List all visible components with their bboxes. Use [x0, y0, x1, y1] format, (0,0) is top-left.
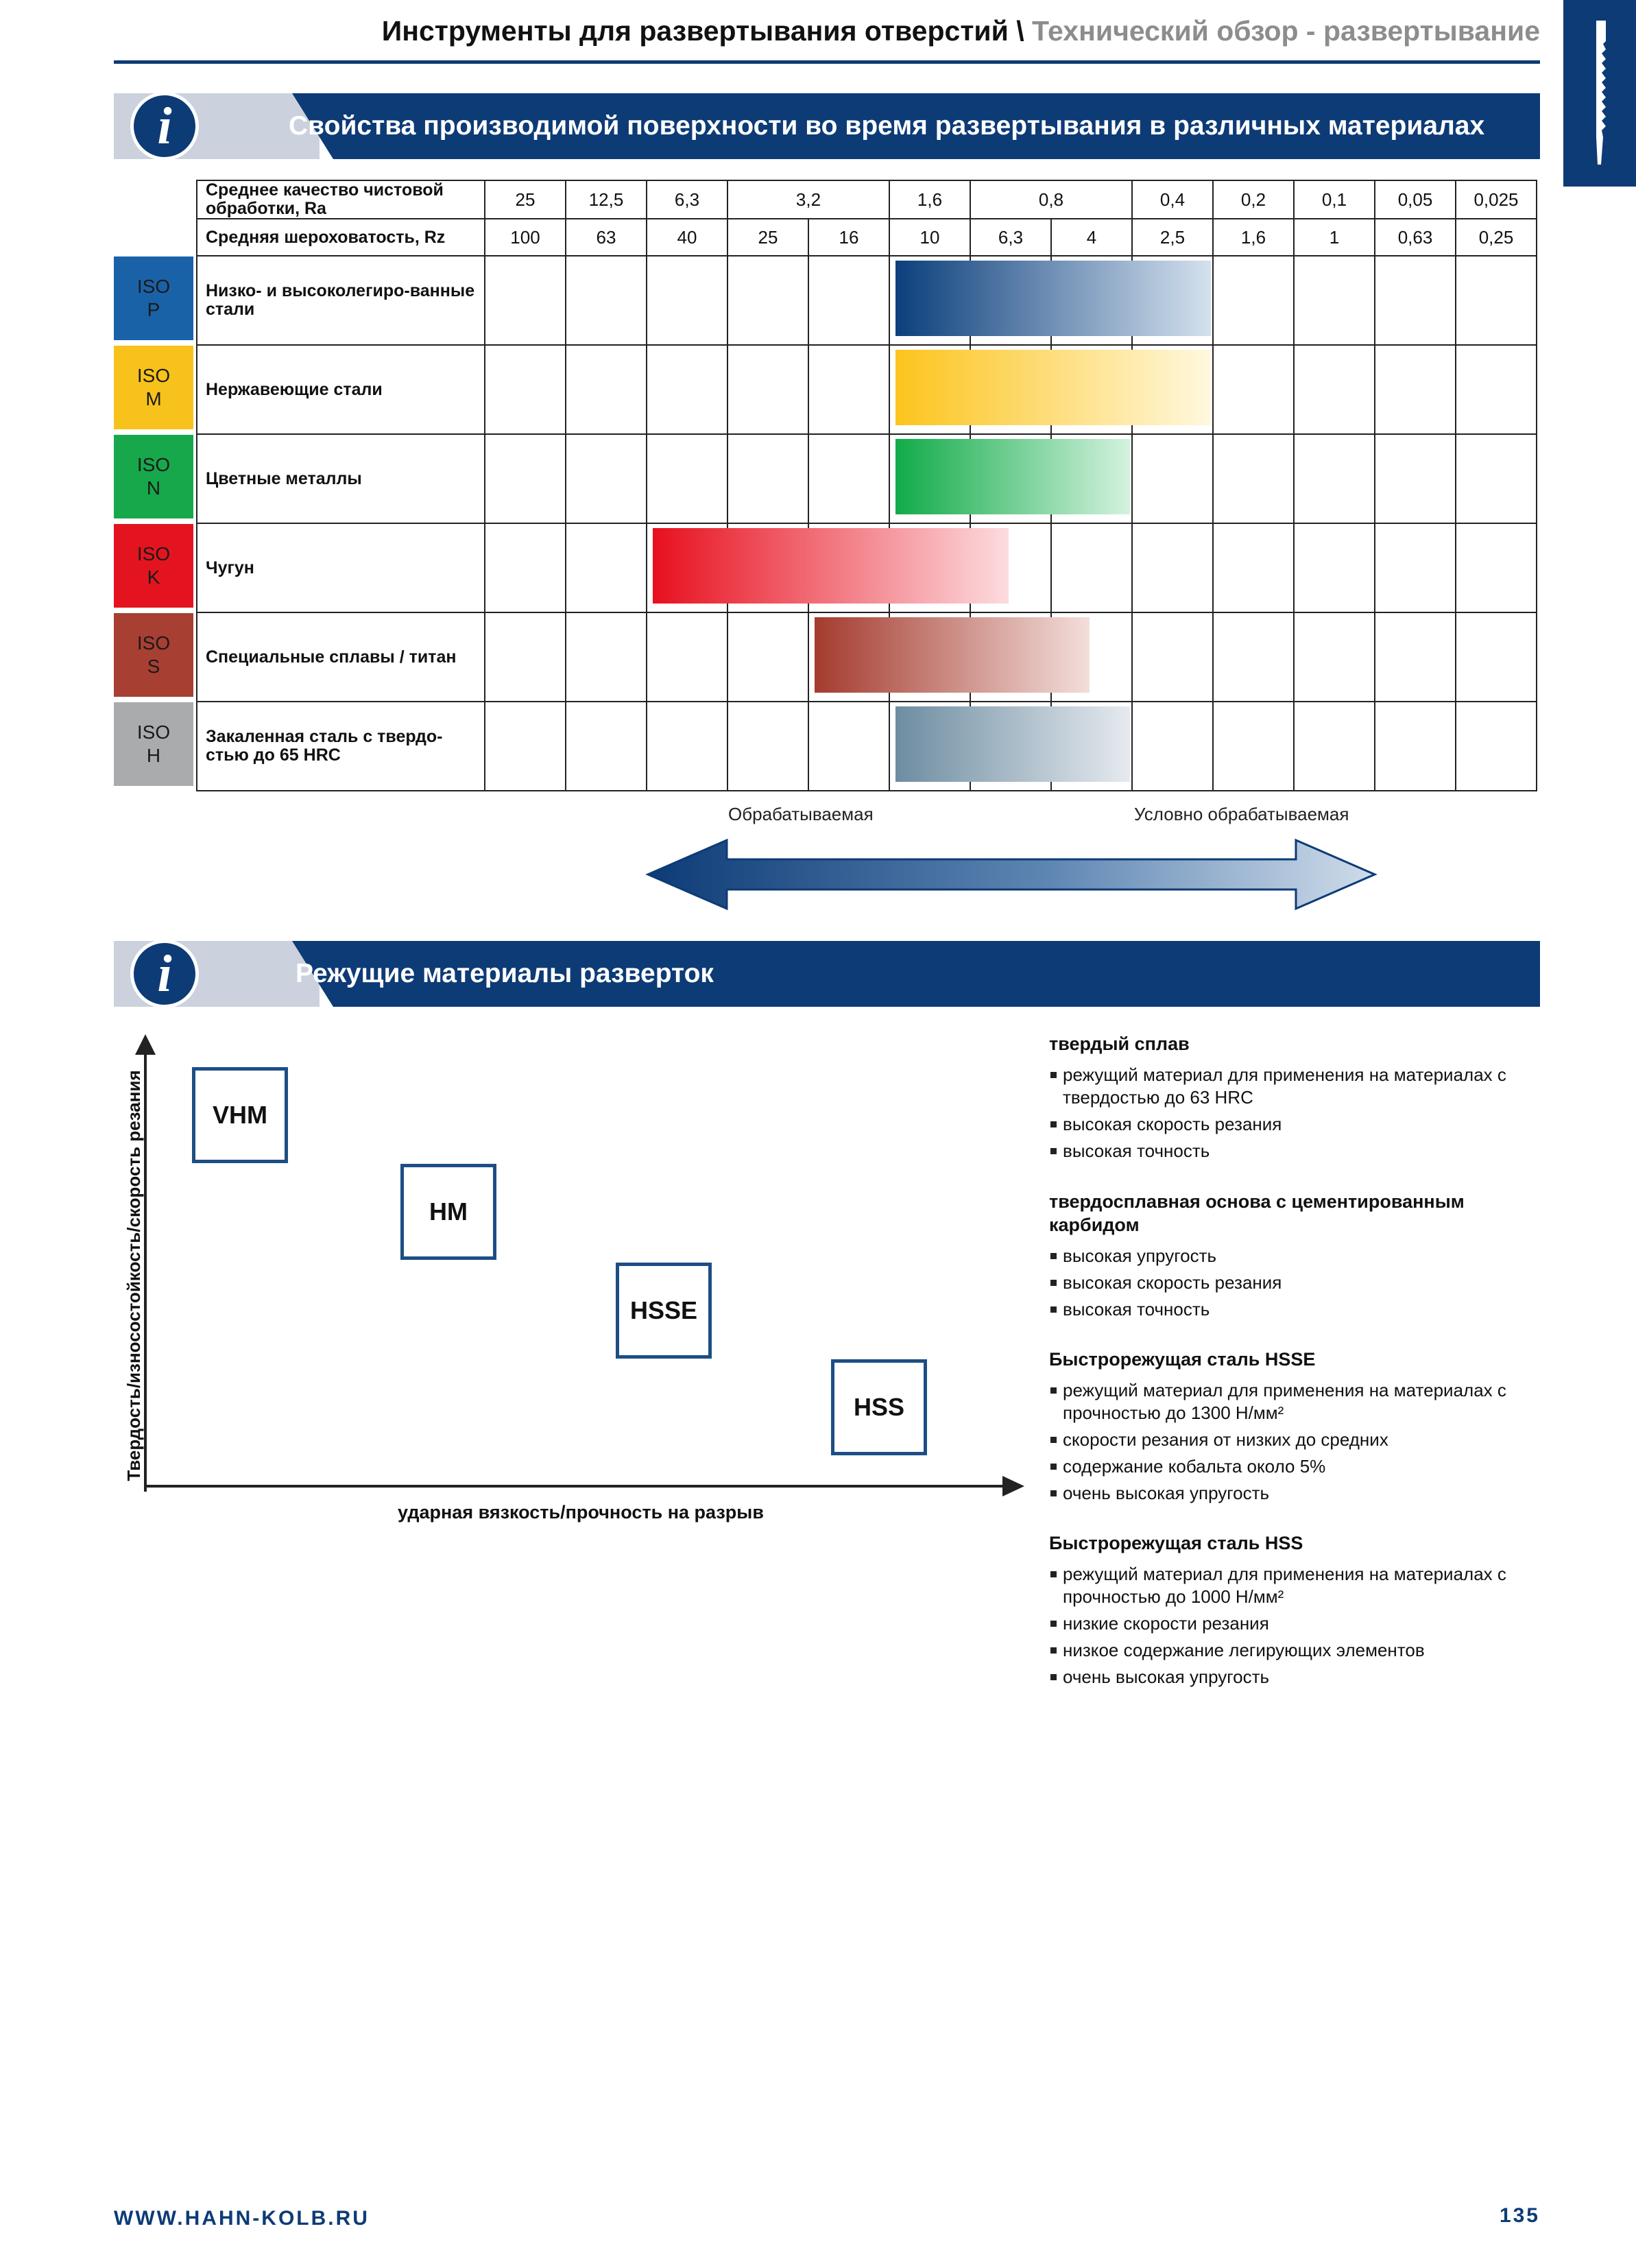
iso-group: H [146, 745, 161, 766]
material-box-vhm: VHM [192, 1067, 288, 1163]
iso-label: ISO [136, 454, 171, 475]
grid-cell [1294, 523, 1375, 612]
header-rule [114, 60, 1540, 64]
info-icon: i [130, 940, 199, 1008]
grid-cell [1132, 523, 1213, 612]
header-separator: \ [1016, 15, 1024, 47]
grid-cell [566, 434, 647, 523]
rz-row [197, 219, 1537, 256]
reamer-icon [1563, 0, 1636, 187]
ra-cell: 0,025 [1456, 180, 1537, 219]
grid-cell [647, 256, 727, 345]
processability-left-label: Обрабатываемая [728, 804, 874, 824]
grid-cell [1294, 434, 1375, 523]
page-number: 135 [1499, 2204, 1540, 2227]
grid-cell [566, 256, 647, 345]
grid-cell [647, 612, 727, 702]
processability-right-label: Условно обрабатываемая [1134, 804, 1349, 824]
material-desc-hsse [1049, 1348, 1543, 1509]
grid-cell [485, 523, 566, 612]
ra-cell: 6,3 [647, 180, 727, 219]
grid-cell [485, 256, 566, 345]
x-axis [144, 1485, 1008, 1488]
grid-cell [727, 612, 808, 702]
iso-group: K [147, 566, 160, 588]
grid-cell [647, 345, 727, 434]
material-bullet: режущий материал для применения на материалах с прочностью до 1000 Н/мм² [1049, 1563, 1543, 1608]
grid-cell [566, 612, 647, 702]
grid-cell [566, 523, 647, 612]
section-title: Свойства производимой поверхности во время развертывания в различных материалах [289, 111, 1485, 141]
rz-cell: 0,63 [1375, 219, 1456, 256]
page-header [114, 15, 1540, 56]
material-bullet: скорости резания от низких до средних [1049, 1429, 1543, 1451]
grid-cell [1375, 434, 1456, 523]
iso-badge-s [114, 613, 193, 697]
grid-cell [1375, 612, 1456, 702]
iso-label: ISO [136, 543, 171, 564]
material-bullet: высокая скорость резания [1049, 1113, 1543, 1136]
rz-cell: 63 [566, 219, 647, 256]
rz-cell: 25 [727, 219, 808, 256]
material-bullet: очень высокая упругость [1049, 1482, 1543, 1505]
material-bullet: очень высокая упругость [1049, 1666, 1543, 1688]
rz-cell: 4 [1051, 219, 1132, 256]
material-bullet: высокая точность [1049, 1298, 1543, 1321]
grid-cell [808, 702, 889, 791]
material-bullet: высокая точность [1049, 1140, 1543, 1162]
rz-cell: 10 [889, 219, 970, 256]
grid-cell [1456, 434, 1537, 523]
material-name: Цветные металлы [197, 434, 485, 523]
rz-cell: 100 [485, 219, 566, 256]
grid-cell [485, 434, 566, 523]
grid-cell [1213, 345, 1294, 434]
ra-cell: 0,4 [1132, 180, 1213, 219]
material-bullet: содержание кобальта около 5% [1049, 1455, 1543, 1478]
grid-cell [1456, 702, 1537, 791]
grid-cell [1294, 702, 1375, 791]
material-bullet: режущий материал для применения на материалах с прочностью до 1300 Н/мм² [1049, 1379, 1543, 1424]
grid-cell [485, 345, 566, 434]
material-title: Быстрорежущая сталь HSSE [1049, 1349, 1316, 1370]
material-row-h [197, 702, 1537, 791]
material-title: твердосплавная основа с цементированным карбидом [1049, 1191, 1465, 1235]
grid-cell [727, 256, 808, 345]
grid-cell [1375, 702, 1456, 791]
iso-badge-k [114, 524, 193, 608]
grid-cell [485, 702, 566, 791]
grid-cell [808, 345, 889, 434]
ra-cell: 0,8 [970, 180, 1132, 219]
grid-cell [1375, 256, 1456, 345]
section-banner-materials [114, 941, 1540, 1007]
ra-cell: 12,5 [566, 180, 647, 219]
ra-cell: 3,2 [727, 180, 889, 219]
grid-cell [1456, 523, 1537, 612]
material-box-hm: HM [400, 1164, 496, 1260]
grid-cell [1456, 345, 1537, 434]
ra-cell: 0,2 [1213, 180, 1294, 219]
material-title: Быстрорежущая сталь HSS [1049, 1533, 1303, 1553]
grid-cell [727, 345, 808, 434]
rz-cell: 40 [647, 219, 727, 256]
iso-badge-n [114, 435, 193, 518]
grid-cell [1132, 434, 1213, 523]
y-axis-label: Твердость/износостойкость/скорость резания [123, 1070, 144, 1481]
grid-cell [808, 256, 889, 345]
material-bullet: высокая скорость резания [1049, 1272, 1543, 1294]
material-box-hsse: HSSE [616, 1263, 712, 1359]
ra-row [197, 180, 1537, 219]
iso-label: ISO [136, 632, 171, 654]
grid-cell [1294, 612, 1375, 702]
surface-range-bar-p [895, 261, 1211, 336]
grid-cell [1051, 523, 1132, 612]
surface-table [196, 180, 1537, 791]
header-title: Инструменты для развертывания отверстий [381, 15, 1009, 47]
section-title: Режущие материалы разверток [296, 959, 714, 988]
grid-cell [1456, 256, 1537, 345]
x-axis-arrowhead [1002, 1475, 1024, 1497]
material-bullet: низкие скорости резания [1049, 1612, 1543, 1635]
iso-group: N [146, 477, 161, 499]
grid-cell [566, 702, 647, 791]
iso-label: ISO [136, 721, 171, 743]
iso-label: ISO [136, 365, 171, 386]
material-row-p [197, 256, 1537, 345]
iso-badge-p [114, 256, 193, 340]
iso-label: ISO [136, 276, 171, 297]
iso-group: M [145, 388, 162, 409]
iso-badge-h [114, 702, 193, 786]
material-name: Низко- и высоколегиро-ванные стали [197, 256, 485, 345]
grid-cell [1375, 523, 1456, 612]
grid-cell [1132, 702, 1213, 791]
ra-label: Среднее качество чистовой обработки, Ra [197, 180, 485, 219]
iso-group: S [147, 656, 160, 677]
section-banner-surface [114, 93, 1540, 159]
material-title: твердый сплав [1049, 1034, 1190, 1054]
iso-group: P [147, 299, 160, 320]
grid-cell [566, 345, 647, 434]
surface-range-bar-s [815, 617, 1090, 693]
ra-cell: 0,1 [1294, 180, 1375, 219]
rz-cell: 2,5 [1132, 219, 1213, 256]
material-box-hss: HSS [831, 1359, 927, 1455]
surface-range-bar-h [895, 706, 1130, 782]
grid-cell [808, 434, 889, 523]
x-axis-label: ударная вязкость/прочность на разрыв [398, 1502, 764, 1523]
material-row-m [197, 345, 1537, 434]
rz-cell: 16 [808, 219, 889, 256]
grid-cell [647, 434, 727, 523]
header-subtitle: Технический обзор - развертывание [1032, 15, 1540, 47]
processability-arrow [645, 837, 1378, 912]
material-bullet: низкое содержание легирующих элементов [1049, 1639, 1543, 1662]
grid-cell [1375, 345, 1456, 434]
grid-cell [1132, 612, 1213, 702]
material-row-n [197, 434, 1537, 523]
grid-cell [727, 434, 808, 523]
grid-cell [1294, 345, 1375, 434]
rz-cell: 6,3 [970, 219, 1051, 256]
rz-cell: 1,6 [1213, 219, 1294, 256]
grid-cell [1213, 256, 1294, 345]
surface-range-bar-n [895, 439, 1130, 514]
iso-badge-m [114, 346, 193, 429]
material-desc-hm [1049, 1190, 1543, 1325]
surface-range-bar-k [653, 528, 1009, 604]
grid-cell [1213, 702, 1294, 791]
surface-range-bar-m [895, 350, 1211, 425]
grid-cell [1213, 612, 1294, 702]
rz-label: Средняя шероховатость, Rz [197, 219, 485, 256]
rz-cell: 1 [1294, 219, 1375, 256]
material-bullet: режущий материал для применения на материалах с твердостью до 63 HRC [1049, 1064, 1543, 1109]
material-name: Чугун [197, 523, 485, 612]
side-tab [1563, 0, 1636, 187]
grid-cell [727, 702, 808, 791]
material-bullet: высокая упругость [1049, 1245, 1543, 1267]
grid-cell [1456, 612, 1537, 702]
material-name: Нержавеющие стали [197, 345, 485, 434]
grid-cell [485, 612, 566, 702]
material-name: Специальные сплавы / титан [197, 612, 485, 702]
grid-cell [1213, 434, 1294, 523]
grid-cell [1213, 523, 1294, 612]
material-desc-hss [1049, 1531, 1543, 1693]
grid-cell [647, 702, 727, 791]
material-desc-vhm [1049, 1032, 1543, 1167]
ra-cell: 1,6 [889, 180, 970, 219]
rz-cell: 0,25 [1456, 219, 1537, 256]
grid-cell [1294, 256, 1375, 345]
material-name: Закаленная сталь с твердо-стью до 65 HRC [197, 702, 485, 791]
info-icon: i [130, 92, 199, 160]
footer-website[interactable]: WWW.HAHN-KOLB.RU [114, 2207, 370, 2230]
ra-cell: 0,05 [1375, 180, 1456, 219]
ra-cell: 25 [485, 180, 566, 219]
